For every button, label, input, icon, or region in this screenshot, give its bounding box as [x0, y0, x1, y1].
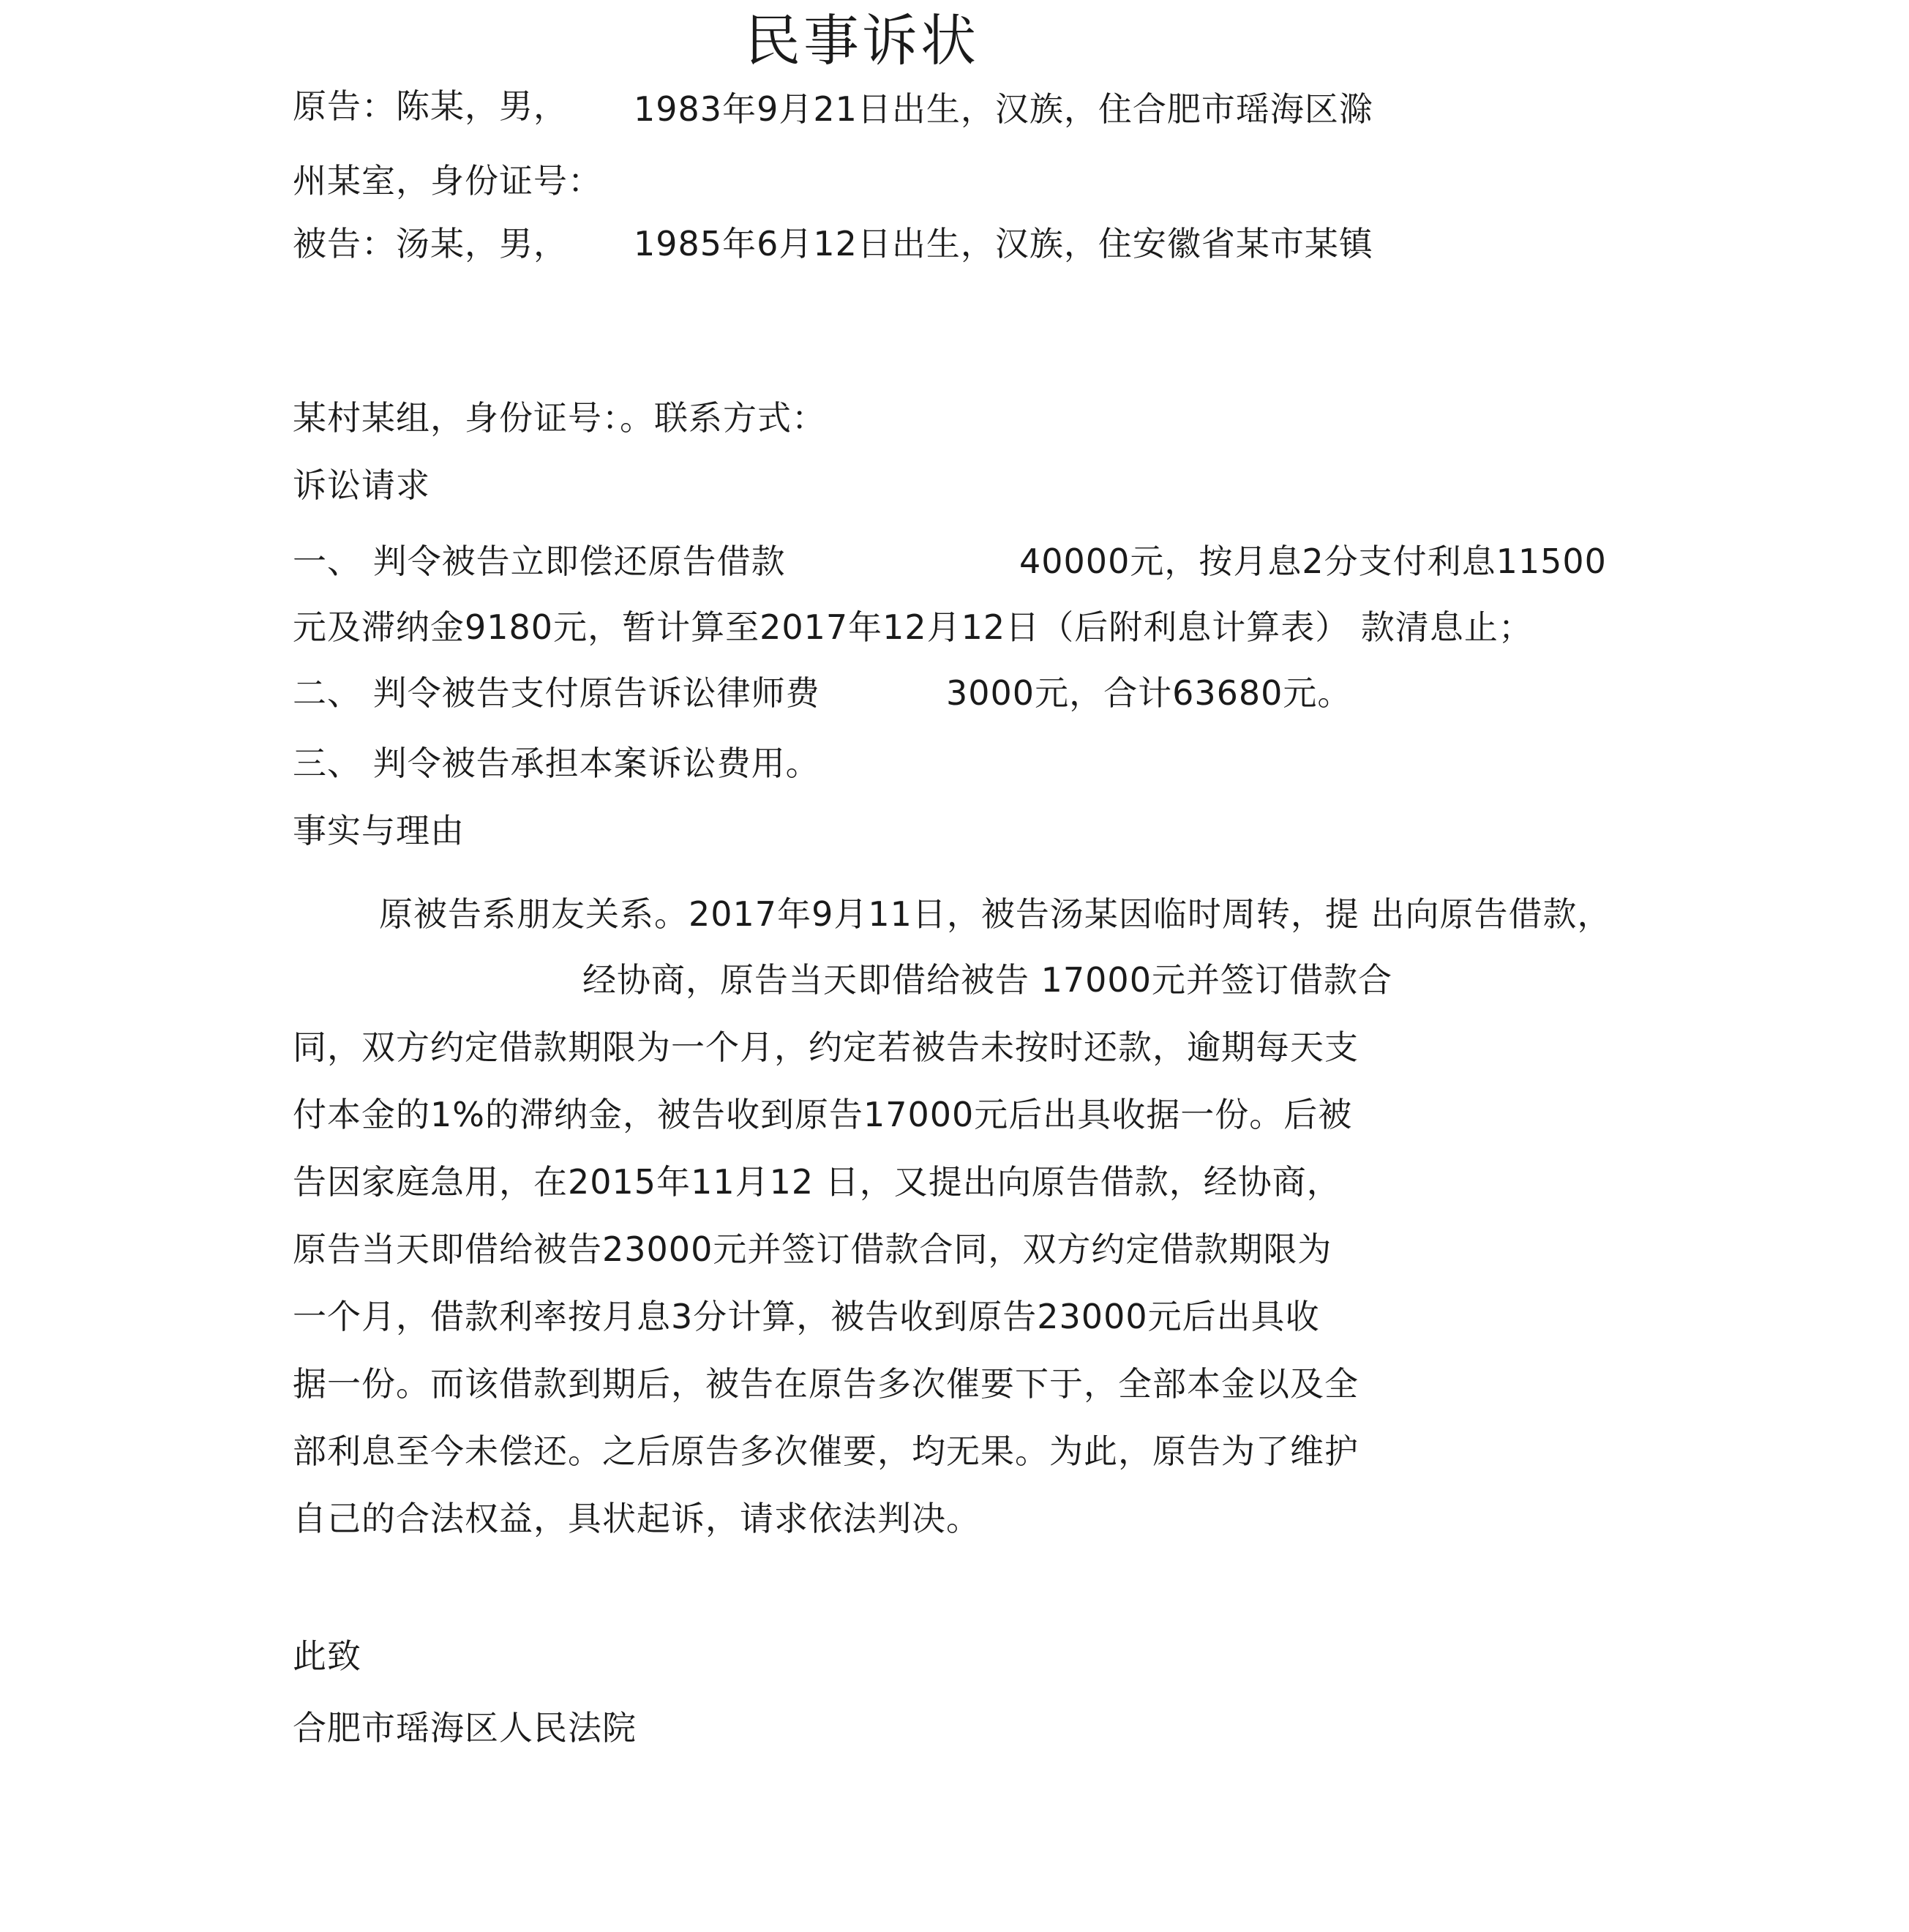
claim-item-1b: 40000元，按月息2分支付利息11500: [1019, 542, 1607, 581]
document-title: 民事诉状: [745, 8, 979, 73]
facts-line: 原告当天即借给被告23000元并签订借款合同，双方约定借款期限为: [293, 1229, 1332, 1269]
claim-item-2b: 3000元，合计63680元。: [946, 673, 1352, 713]
defendant-line-2: 某村某组，身份证号：。联系方式：: [293, 398, 826, 438]
facts-line: 部利息至今未偿还。之后原告多次催要，均无果。为此，原告为了维护: [293, 1431, 1359, 1471]
plaintiff-line-1b: 1983年9月21日出生，汉族，住合肥市瑶海区滁: [634, 89, 1373, 129]
facts-heading: 事实与理由: [293, 811, 465, 850]
facts-line: 经协商，原告当天即借给被告 17000元并签订借款合: [582, 960, 1392, 1000]
facts-line: 据一份。而该借款到期后，被告在原告多次催要下于，全部本金以及全: [293, 1364, 1359, 1404]
claim-item-2a: 二、 判令被告支付原告诉讼律师费: [293, 673, 820, 713]
claim-item-1a: 一、 判令被告立即偿还原告借款: [293, 542, 786, 581]
defendant-line-1a: 被告：汤某，男，: [293, 224, 568, 263]
plaintiff-line-2: 州某室，身份证号：: [293, 161, 602, 201]
facts-line: 原被告系朋友关系。2017年9月11日，被告汤某因临时周转，提 出向原告借款，: [379, 894, 1612, 934]
closing-salutation: 此致: [293, 1636, 361, 1676]
claim-item-3: 三、 判令被告承担本案诉讼费用。: [293, 744, 820, 783]
facts-line: 自己的合法权益，具状起诉，请求依法判决。: [293, 1499, 980, 1538]
facts-line: 一个月，借款利率按月息3分计算，被告收到原告23000元后出具收: [293, 1297, 1320, 1336]
facts-line: 告因家庭急用，在2015年11月12 日，又提出向原告借款，经协商，: [293, 1162, 1341, 1202]
defendant-line-1b: 1985年6月12日出生，汉族，住安徽省某市某镇: [634, 224, 1373, 263]
facts-line: 同，双方约定借款期限为一个月，约定若被告未按时还款，逾期每天支: [293, 1027, 1359, 1067]
claims-heading: 诉讼请求: [293, 465, 430, 505]
facts-line: 付本金的1%的滞纳金，被告收到原告17000元后出具收据一份。后被: [293, 1095, 1353, 1134]
closing-court: 合肥市瑶海区人民法院: [293, 1708, 637, 1748]
plaintiff-line-1a: 原告：陈某，男，: [293, 86, 568, 126]
claim-item-1c: 元及滞纳金9180元，暂计算至2017年12月12日（后附利息计算表） 款清息止；: [293, 607, 1533, 647]
